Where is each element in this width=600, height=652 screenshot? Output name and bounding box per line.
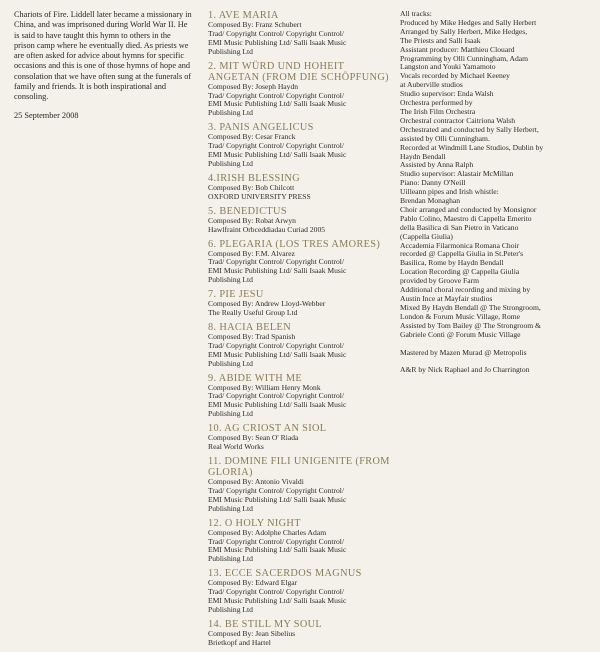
track-entry — [208, 173, 391, 202]
credit-line: recorded @ Cappella Giulia in St.Peter's — [400, 249, 524, 259]
credit-line: Uilleann pipes and Irish whistle: — [400, 187, 499, 197]
track-credit-line: Publishing Ltd — [208, 358, 253, 368]
track-title: 8. HACIA BELEN — [208, 321, 291, 333]
track-entry — [208, 206, 391, 235]
credit-line: at Auberville studios — [400, 80, 463, 90]
track-title: 10. AG CRIOST AN SIOL — [208, 423, 327, 435]
track-title: 2. MIT WÜRD UND HOHEIT ANGETAN (FROM DIE SCHÖPFUNG) — [208, 60, 389, 83]
credit-line: London & Forum Music Village, Rome — [400, 311, 521, 321]
track-credit-line: Publishing Ltd — [208, 46, 253, 56]
track-credit-line: Composed By: Cesar Franck — [208, 132, 296, 142]
track-title: 9. ABIDE WITH ME — [208, 372, 303, 384]
track-credit-line: Publishing Ltd — [208, 108, 253, 118]
track-credit-line: Composed By: Sean O' Riada — [208, 433, 299, 443]
credit-line: Assisted by Anna Ralph — [400, 160, 474, 170]
track-credit-line: Brietkopf and Hartel — [208, 637, 271, 647]
track-credit-line: Trad/ Copyright Control/ Copyright Control/ — [208, 536, 344, 546]
track-credit-line: Composed By: Antonio Vivaldi — [208, 477, 304, 486]
credit-line: Brendan Monaghan — [400, 196, 461, 206]
track-credit-line: Composed By: Franz Schubert — [208, 20, 302, 29]
track-credit-line: Publishing Ltd — [208, 158, 253, 168]
credit-line: The Priests and Salli Isaak — [400, 35, 481, 45]
track-entry — [208, 456, 391, 514]
intro-paragraph: Chariots of Fire. Liddell later became a missionary in China, and was imprisoned during World War II. He is said to have taught this hymn to others in the prison camp where he eventually died. As priests we are often asked for advice about hymns for specific occasions and this is one of those hymns of hope and consolation that we have often sung at the funerals of family and friends. It is both inspirational and consoling. — [14, 10, 192, 102]
track-credit-line: Composed By: Adolphe Charles Adam — [208, 527, 327, 537]
track-entry — [208, 122, 391, 169]
track-list — [208, 10, 391, 652]
track-credit-line: Real World Works — [208, 442, 264, 452]
track-credit-line: Composed By: Bob Chilcott — [208, 182, 295, 192]
track-credit-line: Trad/ Copyright Control/ Copyright Control/ — [208, 391, 344, 401]
track-entry — [208, 10, 391, 57]
credit-line: Gabriele Conti @ Forum Music Village — [400, 329, 521, 339]
track-title: 14. BE STILL MY SOUL — [208, 618, 323, 630]
track-credit-line: Hawlfraint Orbceddiadau Curiad 2005 — [208, 224, 326, 234]
track-title: 4.IRISH BLESSING — [208, 172, 300, 184]
credit-line: Assisted by Tom Bailey @ The Strongroom & — [400, 320, 541, 330]
track-title: 7. PIE JESU — [208, 289, 264, 301]
track-title: 12. O HOLY NIGHT — [208, 517, 301, 529]
track-credit-line: Trad/ Copyright Control/ Copyright Control/ — [208, 90, 344, 100]
credit-line: Additional choral recording and mixing by — [400, 285, 531, 295]
track-credit-line: Trad/ Copyright Control/ Copyright Control/ — [208, 485, 344, 495]
track-entry — [208, 518, 391, 565]
track-entry — [208, 322, 391, 369]
credit-line: Studio supervisor: Enda Walsh — [400, 89, 494, 99]
track-entry — [208, 61, 391, 119]
track-entry — [208, 289, 391, 318]
credit-line: Austin Ince at Mayfair studios — [400, 294, 493, 303]
credit-line: Studio supervisor: Alastair McMillan — [400, 169, 514, 179]
track-credit-line: Composed By: Joseph Haydn — [208, 81, 299, 91]
track-title: 1. AVE MARIA — [208, 10, 279, 21]
track-entry — [208, 568, 391, 615]
credit-line: The Irish Film Orchestra — [400, 106, 476, 116]
credit-line: provided by Groove Farm — [400, 276, 480, 286]
track-credit-line: Trad/ Copyright Control/ Copyright Control/ — [208, 257, 344, 267]
track-credit-line: EMI Music Publishing Ltd/ Salli Isaak Music — [208, 596, 347, 606]
track-credit-line: Trad/ Copyright Control/ Copyright Control/ — [208, 340, 344, 350]
credit-line: Arranged by Sally Herbert, Mike Hedges, — [400, 26, 528, 36]
mastered-credit: Mastered by Mazen Murad @ Metropolis — [400, 347, 527, 357]
credit-line: Choir arranged and conducted by Monsignor — [400, 204, 537, 214]
track-title: 5. BENEDICTUS — [208, 205, 287, 217]
track-entry — [208, 239, 391, 286]
track-credit-line: EMI Music Publishing Ltd/ Salli Isaak Music — [208, 37, 347, 47]
track-credit-line: Composed By: F.M. Alvarez — [208, 248, 295, 258]
credit-line: Recorded at Windmill Lane Studios, Dublin by — [400, 142, 544, 152]
date-text: 25 September 2008 — [14, 110, 79, 120]
track-credit-line: EMI Music Publishing Ltd/ Salli Isaak Music — [208, 349, 347, 359]
track-credit-line: The Really Useful Group Ltd — [208, 308, 298, 318]
track-title: 11. DOMINE FILI UNIGENITE (FROM GLORIA) — [208, 456, 390, 478]
credits-column — [400, 10, 590, 375]
track-credit-line: EMI Music Publishing Ltd/ Salli Isaak Music — [208, 400, 347, 410]
credit-line: All tracks: — [400, 9, 432, 18]
credit-line: Langston and Youki Yamamoto — [400, 62, 496, 72]
track-entry — [208, 373, 391, 420]
credit-line: Programming by Olli Cunningham, Adam — [400, 53, 529, 63]
credit-line: Pablo Colino, Maestro di Cappella Emerito — [400, 213, 532, 223]
track-credit-line: EMI Music Publishing Ltd/ Salli Isaak Music — [208, 494, 347, 504]
track-entry — [208, 423, 391, 452]
credit-line: assisted by Olli Cunningham. — [400, 133, 490, 143]
track-credit-line: EMI Music Publishing Ltd/ Salli Isaak Music — [208, 266, 347, 276]
credit-line: (Cappella Giulia) — [400, 231, 453, 241]
credit-line: Accademia Filarmonica Romana Choir — [400, 240, 520, 250]
credit-line: Basilica, Rome by Haydn Bendall — [400, 258, 504, 268]
anr-credit: A&R by Nick Raphael and Jo Charrington — [400, 365, 530, 375]
track-credit-line: Publishing Ltd — [208, 503, 253, 513]
track-credit-line: Publishing Ltd — [208, 604, 253, 614]
credit-line: Vocals recorded by Michael Keeney — [400, 71, 510, 81]
track-title: 13. ECCE SACERDOS MAGNUS — [208, 568, 362, 580]
track-credit-line: Composed By: William Henry Monk — [208, 382, 321, 392]
track-credit-line: OXFORD UNIVERSITY PRESS — [208, 191, 311, 201]
credit-line: della Basilica di San Pietro in Vaticano — [400, 222, 519, 232]
credit-line: Orchestrated and conducted by Sally Herbert, — [400, 124, 539, 134]
credit-line: Assistant producer: Matthieu Clouard — [400, 44, 515, 54]
track-credit-line: Composed By: Jean Sibelius — [208, 628, 296, 638]
credit-line: Orchestral contractor Caitriona Walsh — [400, 115, 516, 125]
credit-line: Mixed By Haydn Bendall @ The Strongroom, — [400, 302, 541, 312]
track-title: 3. PANIS ANGELICUS — [208, 122, 314, 134]
track-credit-line: Publishing Ltd — [208, 409, 253, 419]
credit-line: Produced by Mike Hedges and Sally Herbert — [400, 17, 537, 27]
track-credit-line: EMI Music Publishing Ltd/ Salli Isaak Music — [208, 150, 347, 160]
credit-line: Haydn Bendall — [400, 151, 446, 161]
track-credit-line: Publishing Ltd — [208, 275, 253, 285]
credit-line: Orchestra performed by — [400, 98, 473, 108]
track-credit-line: Composed By: Andrew Lloyd-Webber — [208, 299, 326, 309]
track-title: 6. PLEGARIA (LOS TRES AMORES) — [208, 238, 381, 250]
track-credit-line: Composed By: Trad Spanish — [208, 331, 296, 341]
track-entry — [208, 619, 391, 648]
track-credit-line: Trad/ Copyright Control/ Copyright Control/ — [208, 28, 344, 38]
credit-line: Piano: Danny O'Neill — [400, 178, 466, 188]
track-credit-line: EMI Music Publishing Ltd/ Salli Isaak Music — [208, 545, 347, 555]
track-credit-line: Composed By: Robat Arwyn — [208, 215, 296, 225]
track-credit-line: Trad/ Copyright Control/ Copyright Control/ — [208, 141, 344, 151]
track-credit-line: Trad/ Copyright Control/ Copyright Control/ — [208, 587, 344, 597]
left-column — [14, 10, 192, 121]
credit-line: Location Recording @ Cappella Giulia — [400, 267, 520, 277]
track-credit-line: Publishing Ltd — [208, 554, 253, 564]
track-credit-line: Composed By: Edward Elgar — [208, 578, 298, 588]
track-credit-line: EMI Music Publishing Ltd/ Salli Isaak Music — [208, 99, 347, 109]
